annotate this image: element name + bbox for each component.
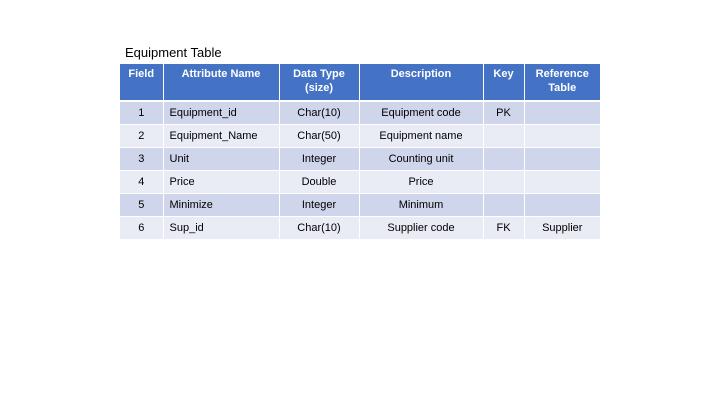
- cell-attribute: Equipment_Name: [163, 125, 279, 148]
- cell-key: [483, 148, 524, 171]
- table-row: [120, 101, 600, 125]
- cell-field: 4: [120, 171, 163, 194]
- cell-key: PK: [483, 101, 524, 125]
- cell-attribute: Price: [163, 171, 279, 194]
- cell-type: Char(10): [279, 101, 359, 125]
- cell-reference: [524, 101, 600, 125]
- cell-key: [483, 194, 524, 217]
- cell-type: Double: [279, 171, 359, 194]
- table-title: Equipment Table: [125, 45, 222, 60]
- cell-reference: [524, 148, 600, 171]
- cell-attribute: Unit: [163, 148, 279, 171]
- cell-field: 3: [120, 148, 163, 171]
- cell-reference: Supplier: [524, 217, 600, 240]
- cell-description: Minimum: [359, 194, 483, 217]
- header-description: Description: [359, 64, 483, 101]
- equipment-table: [120, 64, 600, 239]
- cell-reference: [524, 171, 600, 194]
- cell-description: Price: [359, 171, 483, 194]
- cell-type: Char(10): [279, 217, 359, 240]
- header-field: Field: [120, 64, 163, 101]
- cell-description: Equipment name: [359, 125, 483, 148]
- cell-reference: [524, 125, 600, 148]
- header-data-type-line2: (size): [304, 82, 334, 94]
- cell-type: Char(50): [279, 125, 359, 148]
- cell-type: Integer: [279, 148, 359, 171]
- cell-field: 1: [120, 101, 163, 125]
- cell-key: FK: [483, 217, 524, 240]
- cell-description: Counting unit: [359, 148, 483, 171]
- cell-attribute: Sup_id: [163, 217, 279, 240]
- cell-key: [483, 125, 524, 148]
- cell-field: 5: [120, 194, 163, 217]
- header-reference-line2: Table: [548, 82, 577, 94]
- cell-field: 6: [120, 217, 163, 240]
- cell-field: 2: [120, 125, 163, 148]
- cell-key: [483, 171, 524, 194]
- cell-attribute: Minimize: [163, 194, 279, 217]
- cell-description: Equipment code: [359, 101, 483, 125]
- header-row: [120, 64, 600, 101]
- header-attribute-name: Attribute Name: [163, 64, 279, 101]
- header-data-type-line1: Data Type: [293, 68, 345, 80]
- cell-description: Supplier code: [359, 217, 483, 240]
- table-row: [120, 217, 600, 240]
- header-data-type: [279, 64, 359, 101]
- table-row: [120, 194, 600, 217]
- table-row: [120, 148, 600, 171]
- table-row: [120, 171, 600, 194]
- header-reference-line1: Reference: [535, 68, 589, 80]
- table-row: [120, 125, 600, 148]
- cell-type: Integer: [279, 194, 359, 217]
- cell-attribute: Equipment_id: [163, 101, 279, 125]
- header-key: Key: [483, 64, 524, 101]
- cell-reference: [524, 194, 600, 217]
- header-reference-table: [524, 64, 600, 101]
